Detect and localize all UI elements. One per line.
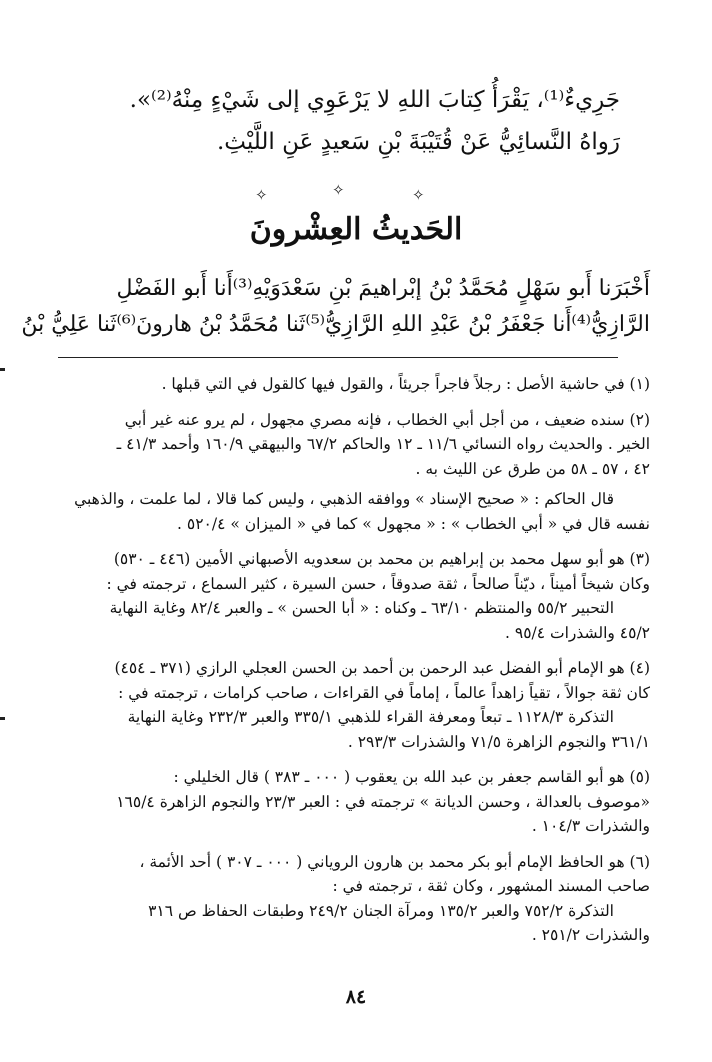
star-ornaments [240, 181, 440, 205]
footnote-line: التذكرة ١١٢٨/٣ ـ تبعاً ومعرفة القراء للذهبي ٣٣٥/١ والعبر ٢٣٢/٣ وغاية النهاية [127, 708, 614, 726]
star-icon: ✧ [255, 186, 268, 204]
footnote-line: ٤٢ ، ٥٧ ـ ٥٨ من طرق عن الليث به . [415, 459, 650, 478]
star-icon: ✧ [332, 181, 345, 199]
main-text-line-1: جَرِيءٌ⁽¹⁾، يَقْرَأُ كِتابَ اللهِ لا يَرْعَوِي إلى شَيْءٍ مِنْهُ⁽²⁾». [129, 87, 620, 113]
footnote-line: الخير . والحديث رواه النسائي ١١/٦ ـ ١٢ والحاكم ٦٧/٢ والبيهقي ١٦٠/٩ وأحمد ٤١/٣ ـ [116, 435, 650, 453]
footnote-line: قال الحاكم : « صحيح الإسناد » ووافقه الذهبي ، وليس كما قالا ، لما علمت ، والذهبي [74, 490, 614, 508]
footnote-line: التحبير ٥٥/٢ والمنتظم ٦٣/١٠ ـ وكناه : « أبا الحسن » ـ والعبر ٨٢/٤ وغاية النهاية [109, 599, 614, 617]
footnote-line: (٣) هو أبو سهل محمد بن إبراهيم بن محمد بن سعدويه الأصبهاني الأمين (٤٤٦ ـ ٥٣٠) [113, 550, 650, 568]
footnote-line: وكان شيخاً أميناً ، ديّناً صالحاً ، ثقة صدوقاً ، حسن السيرة ، كثير السماع ، ترجمته في : [106, 574, 650, 593]
margin-mark [0, 717, 5, 720]
footnote-4 [55, 656, 650, 754]
hadith-title: الحَديثُ العِشْرونَ [249, 212, 463, 247]
footnote-line: (١) في حاشية الأصل : رجلاً فاجراً جريئاً ، والقول فيها كالقول في التي قبلها . [161, 375, 650, 393]
footnote-line: (٥) هو أبو القاسم جعفر بن عبد الله بن يعقوب ( ٠٠٠ ـ ٣٨٣ ) قال الخليلي : [173, 768, 650, 786]
page-number: ٨٤ [345, 986, 367, 1008]
footnote-5 [55, 765, 650, 839]
main-text-line-2: رَواهُ النَّسائِيُّ عَنْ قُتَيْبَةَ بْنِ سَعيدٍ عَنِ اللَّيْثِ. [216, 129, 620, 155]
footnotes [55, 372, 650, 959]
footnote-line: نفسه قال في « أبي الخطاب » : « مجهول » كما في « الميزان » ٥٢٠/٤ . [177, 514, 650, 533]
footnote-line: ٤٥/٢ والشذرات ٩٥/٤ . [505, 623, 650, 642]
footnote-line: «موصوف بالعدالة ، وحسن الديانة » ترجمته في : العبر ٢٣/٣ والنجوم الزاهرة ١٦٥/٤ [116, 792, 650, 811]
footnote-2 [55, 408, 650, 537]
footnote-line: (٢) سنده ضعيف ، من أجل أبي الخطاب ، فإنه مصري مجهول ، لم يرو عنه غير أبي [124, 410, 650, 429]
footnote-line: صاحب المسند المشهور ، وكان ثقة ، ترجمته في : [332, 877, 650, 895]
footnote-separator [58, 357, 618, 358]
footnote-line: التذكرة ٧٥٢/٢ والعبر ١٣٥/٢ ومرآة الجنان ٢٤٩/٢ وطبقات الحفاظ ص ٣١٦ [148, 901, 614, 920]
footnote-1 [55, 372, 650, 397]
star-icon: ✧ [412, 186, 425, 204]
footnote-6 [55, 850, 650, 948]
isnad-line-1: أَخْبَرَنا أَبو سَهْلٍ مُحَمَّدُ بْنُ إبْراهيمَ بْنِ سَعْدَوَيْهِ⁽³⁾أَنا أَبو الفَضْلِ [116, 276, 650, 301]
footnote-line: (٤) هو الإمام أبو الفضل عبد الرحمن بن أحمد بن الحسن العجلي الرازي (٣٧١ ـ ٤٥٤) [114, 659, 650, 677]
footnote-line: والشذرات ٢٥١/٢ . [531, 926, 650, 944]
footnote-3 [55, 547, 650, 645]
footnote-line: (٦) هو الحافظ الإمام أبو بكر محمد بن هارون الروياني ( ٠٠٠ ـ ٣٠٧ ) أحد الأئمة ، [139, 852, 650, 871]
footnote-line: كان ثقة جوالاً ، تقياً زاهداً عالماً ، إماماً في القراءات ، صاحب كرامات ، ترجمته في : [118, 683, 650, 702]
margin-mark [0, 368, 5, 371]
footnote-line: والشذرات ١٠٤/٣ . [531, 817, 650, 835]
isnad-line-2: الرَّازِيُّ⁽⁴⁾أَنا جَعْفَرُ بْنُ عَبْدِ اللهِ الرَّازِيُّ⁽⁵⁾ثَنا مُحَمَّدُ بْنُ هارونَ⁽⁶⁾ثَنا عَلِيُّ بْنُ [21, 312, 650, 337]
footnote-line: ٣٦١/١ والنجوم الزاهرة ٧١/٥ والشذرات ٢٩٣/٣ . [347, 732, 650, 751]
